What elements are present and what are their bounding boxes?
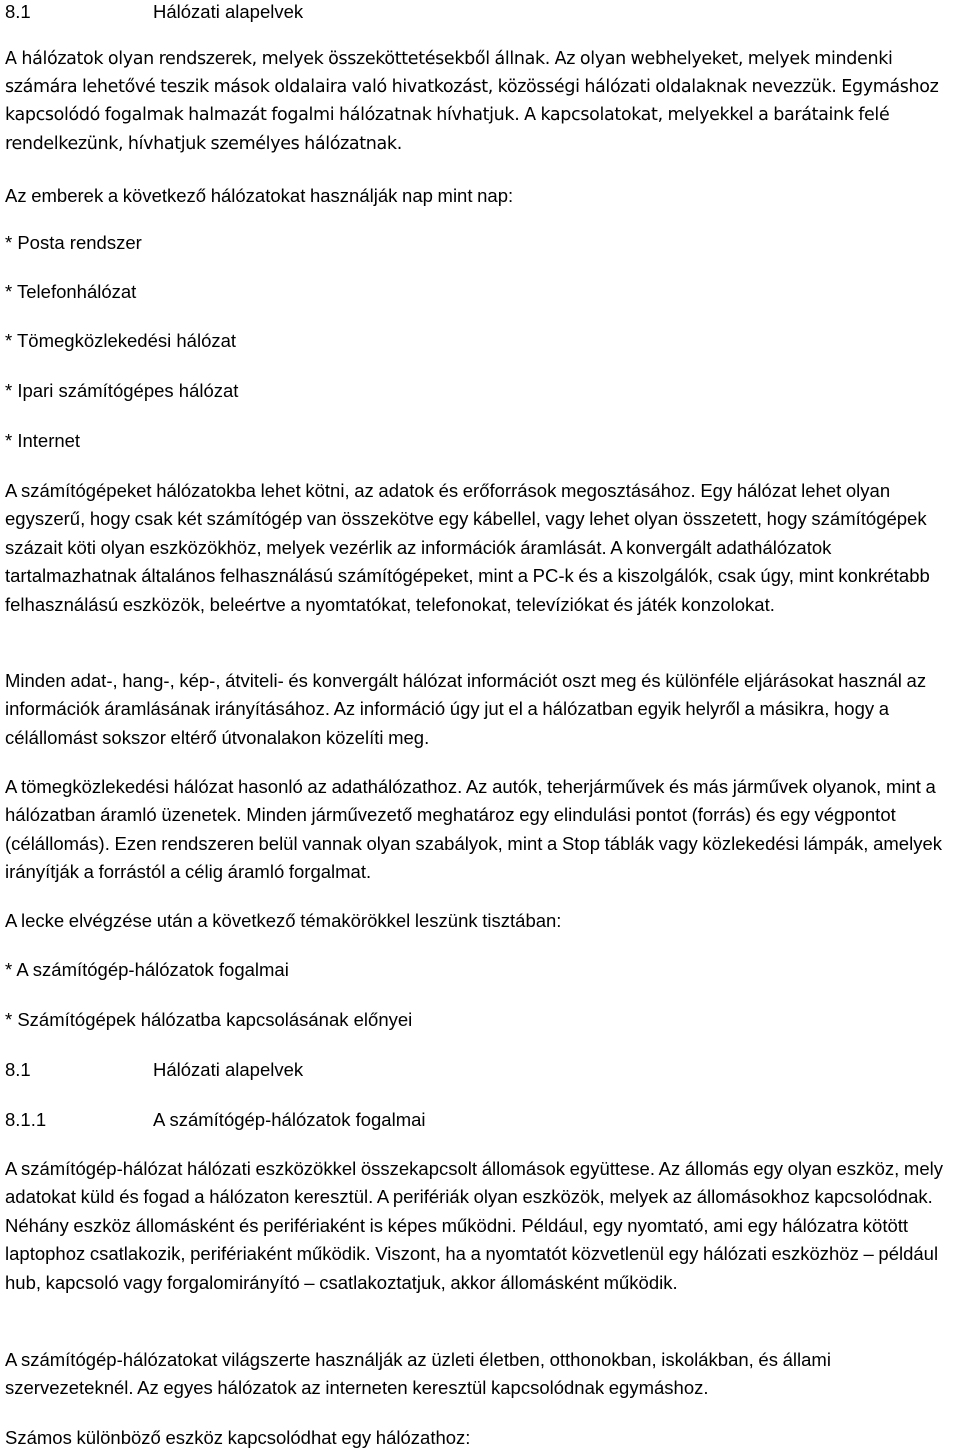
section-number: 8.1 [5, 1, 31, 22]
devices-intro: Számos különböző eszköz kapcsolódhat egy hálózathoz: [5, 1427, 471, 1448]
section-heading [5, 1057, 303, 1083]
transport-paragraph: A tömegközlekedési hálózat hasonló az adathálózathoz. Az autók, teherjárművek és más járművek olyanok, mint a hálózatban áramló üzenetek. Minden járművezető meghatároz egy elindulási pontot (forrás) és egy végpontot (célállomás). Ezen rendszeren belül vannak olyan szabályok, mint a Stop táblák vagy közlekedési lámpák, amelyek irányítják a forrástól a célig áramló forgalmat. [5, 776, 942, 883]
list-item: * Tömegközlekedési hálózat [5, 330, 237, 351]
daily-networks-intro: Az emberek a következő hálózatokat használják nap mint nap: [5, 185, 514, 206]
list-item: * Számítógépek hálózatba kapcsolásának előnyei [5, 1009, 413, 1030]
list-item: * Posta rendszer [5, 232, 142, 253]
daily-networks-list [5, 230, 957, 477]
lesson-topics-list [5, 957, 957, 1056]
subsection-number: 8.1.1 [5, 1109, 47, 1130]
subsection-title: A számítógép-hálózatok fogalmai [153, 1109, 426, 1130]
list-item: * Internet [5, 430, 81, 451]
convergence-paragraph: Minden adat-, hang-, kép-, átviteli- és konvergált hálózat információt oszt meg és különféle eljárásokat használ az információk áramlásának irányításához. Az információ úgy jut el a hálózatban egyik helyről a másikra, hogy a célállomást sokszor eltérő útvonalakon közelíti meg. [5, 670, 927, 748]
section-title: Hálózati alapelvek [153, 1, 304, 22]
list-item: * A számítógép-hálózatok fogalmai [5, 959, 289, 980]
section-number: 8.1 [5, 1059, 31, 1080]
list-item: * Ipari számítógépes hálózat [5, 380, 239, 401]
network-definition-paragraph: A számítógép-hálózat hálózati eszközökkel összekapcsolt állomások együttese. Az állomás egy olyan eszköz, mely adatokat küld és fogad a hálózaton keresztül. A perifériák olyan eszközök, melyek az állomásokhoz kapcsolódnak. Néhány eszköz állomásként és perifériaként is képes működni. Például, egy nyomtató, ami egy hálózatra kötött laptophoz csatlakozik, perifériaként működik. Viszont, ha a nyomtatót közvetlenül egy hálózati eszközhöz – például hub, kapcsoló vagy forgalomirányító – csatlakoztatjuk, akkor állomásként működik. [5, 1158, 943, 1293]
section-title: Hálózati alapelvek [153, 1059, 304, 1080]
list-item: * Telefonhálózat [5, 281, 137, 302]
connect-paragraph: A számítógépeket hálózatokba lehet kötni, az adatok és erőforrások megosztásához. Egy hálózat lehet olyan egyszerű, hogy csak két számítógép van összekötve egy kábellel, vagy lehet olyan összetett, hogy számítógépek százait köti olyan eszközökhöz, melyek vezérlik az információk áramlását. A konvergált adathálózatok tartalmazhatnak általános felhasználású számítógépeket, mint a PC-k és a kiszolgálók, csak úgy, mint konkrétabb felhasználású eszközök, beleértve a nyomtatókat, telefonokat, televíziókat és játék konzolokat. [5, 480, 930, 615]
section-heading [5, 0, 303, 25]
lesson-intro: A lecke elvégzése után a következő témakörökkel leszünk tisztában: [5, 910, 562, 931]
intro-paragraph: A hálózatok olyan rendszerek, melyek összeköttetésekből állnak. Az olyan webhelyeket, melyek mindenki számára lehetővé teszik mások oldalaira való hivatkozást, közösségi hálózati oldalaknak nevezzük. Egymáshoz kapcsolódó fogalmak halmazát fogalmi hálózatnak hívhatjuk. A kapcsolatokat, melyekkel a barátaink felé rendelkezünk, hívhatjuk személyes hálózatnak. [5, 49, 939, 154]
subsection-heading [5, 1107, 426, 1133]
worldwide-paragraph: A számítógép-hálózatokat világszerte használják az üzleti életben, otthonokban, iskolákban, és állami szervezeteknél. Az egyes hálózatok az interneten keresztül kapcsolódnak egymáshoz. [5, 1349, 831, 1399]
